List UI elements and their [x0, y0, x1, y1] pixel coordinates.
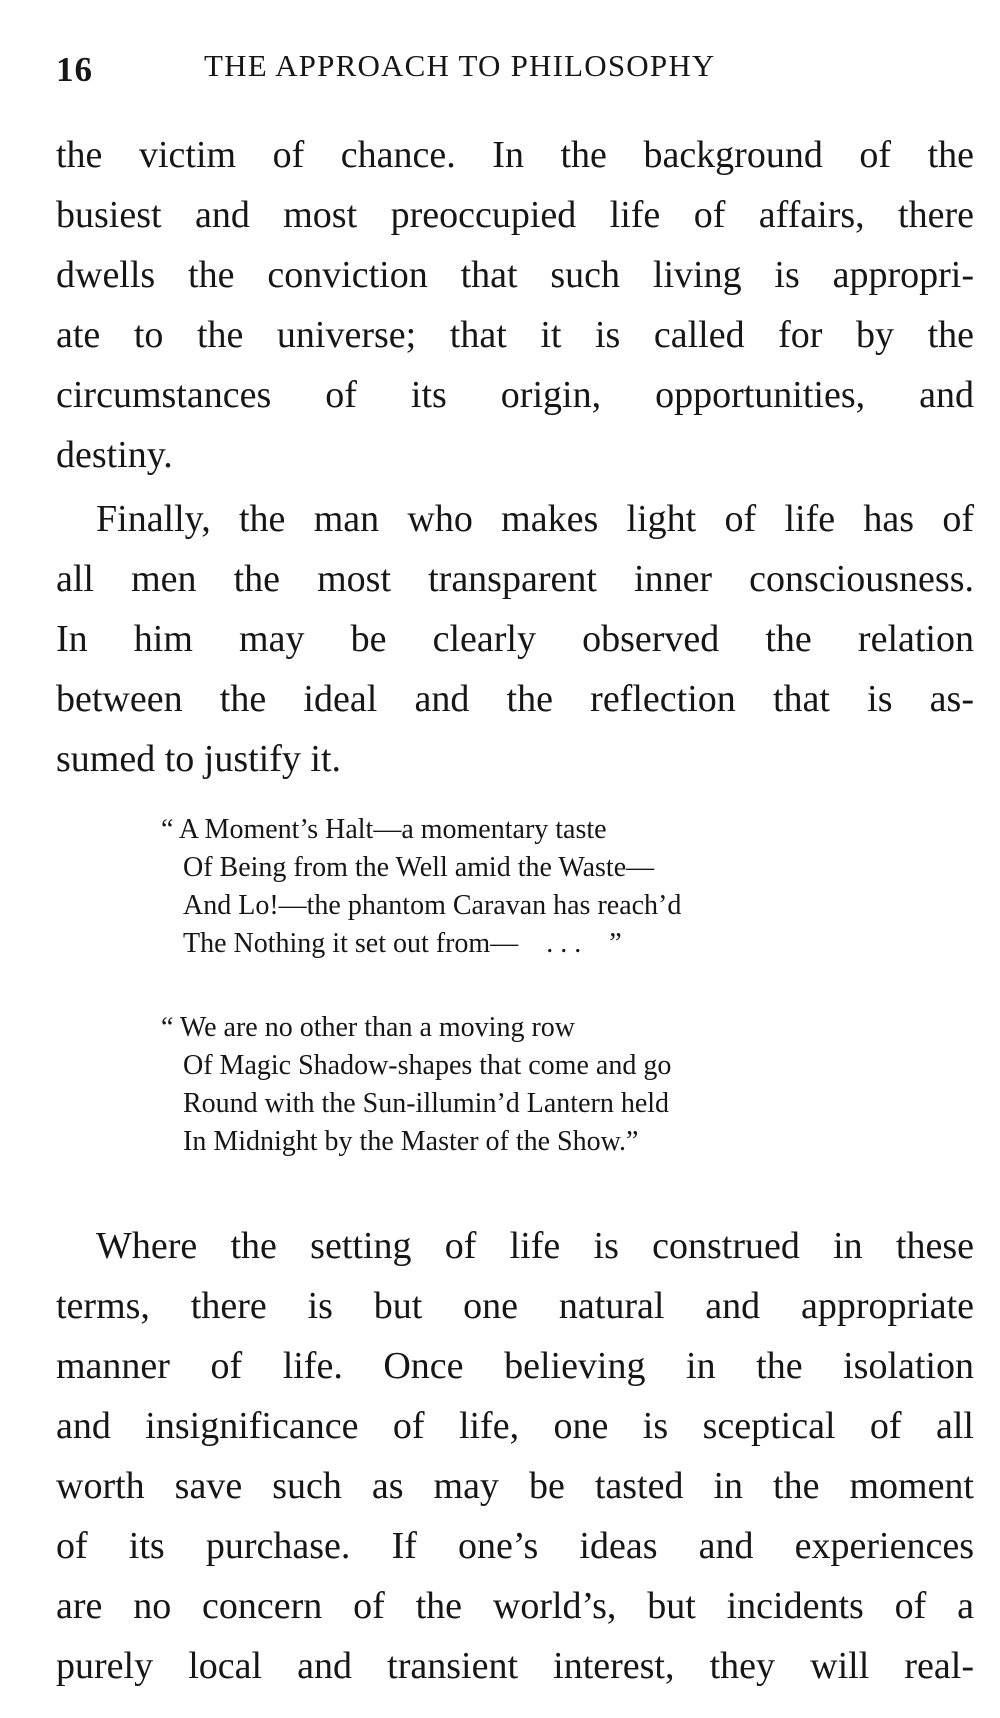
closing-quote: ”	[609, 928, 622, 959]
text-line: circumstances of its origin, opportunities, and	[56, 374, 974, 416]
ellipsis: . . .	[546, 928, 582, 959]
text-line: Finally, the man who makes light of life has of	[96, 498, 974, 540]
text-line: of its purchase. If one’s ideas and experiences	[56, 1525, 974, 1567]
text-line: are no concern of the world’s, but incidents of a	[56, 1585, 974, 1627]
text-line: manner of life. Once believing in the isolation	[56, 1345, 974, 1387]
text-line: busiest and most preoccupied life of affairs, there	[56, 194, 974, 236]
text-line: and insignificance of life, one is sceptical of all	[56, 1405, 974, 1447]
paragraph-2	[56, 489, 974, 789]
verse-line: Of Being from the Well amid the Waste—	[183, 852, 655, 883]
verse-stanza-2	[161, 1009, 881, 1161]
text-line: dwells the conviction that such living is appropri-	[56, 254, 974, 296]
paragraph-1	[56, 125, 974, 485]
verse-line: Of Magic Shadow-shapes that come and go	[183, 1050, 672, 1081]
verse-line	[161, 925, 881, 963]
text-line: ate to the universe; that it is called for by the	[56, 314, 974, 356]
verse-line-text: The Nothing it set out from—	[183, 928, 519, 959]
text-line: Where the setting of life is construed in these	[96, 1225, 974, 1267]
text-line: purely local and transient interest, they will real-	[56, 1645, 974, 1687]
verse-line: “ We are no other than a moving row	[161, 1012, 575, 1043]
text-line: the victim of chance. In the background of the	[56, 134, 974, 176]
text-line: between the ideal and the reflection that is as-	[56, 678, 974, 720]
text-line: destiny.	[56, 434, 173, 476]
running-title: THE APPROACH TO PHILOSOPHY	[204, 48, 716, 83]
verse-line: “ A Moment’s Halt—a momentary taste	[161, 814, 607, 845]
verse-line: In Midnight by the Master of the Show.”	[183, 1126, 639, 1157]
text-line: all men the most transparent inner consciousness.	[56, 558, 974, 600]
page-number: 16	[56, 50, 93, 89]
running-head	[56, 46, 936, 89]
text-line: worth save such as may be tasted in the moment	[56, 1465, 974, 1507]
text-line: terms, there is but one natural and appropriate	[56, 1285, 974, 1327]
paragraph-3	[56, 1216, 974, 1696]
text-line: In him may be clearly observed the relation	[56, 618, 974, 660]
verse-line: Round with the Sun-illumin’d Lantern held	[183, 1088, 670, 1119]
verse-line: And Lo!—the phantom Caravan has reach’d	[183, 890, 682, 921]
verse-stanza-1	[161, 811, 881, 963]
text-line: sumed to justify it.	[56, 738, 341, 780]
